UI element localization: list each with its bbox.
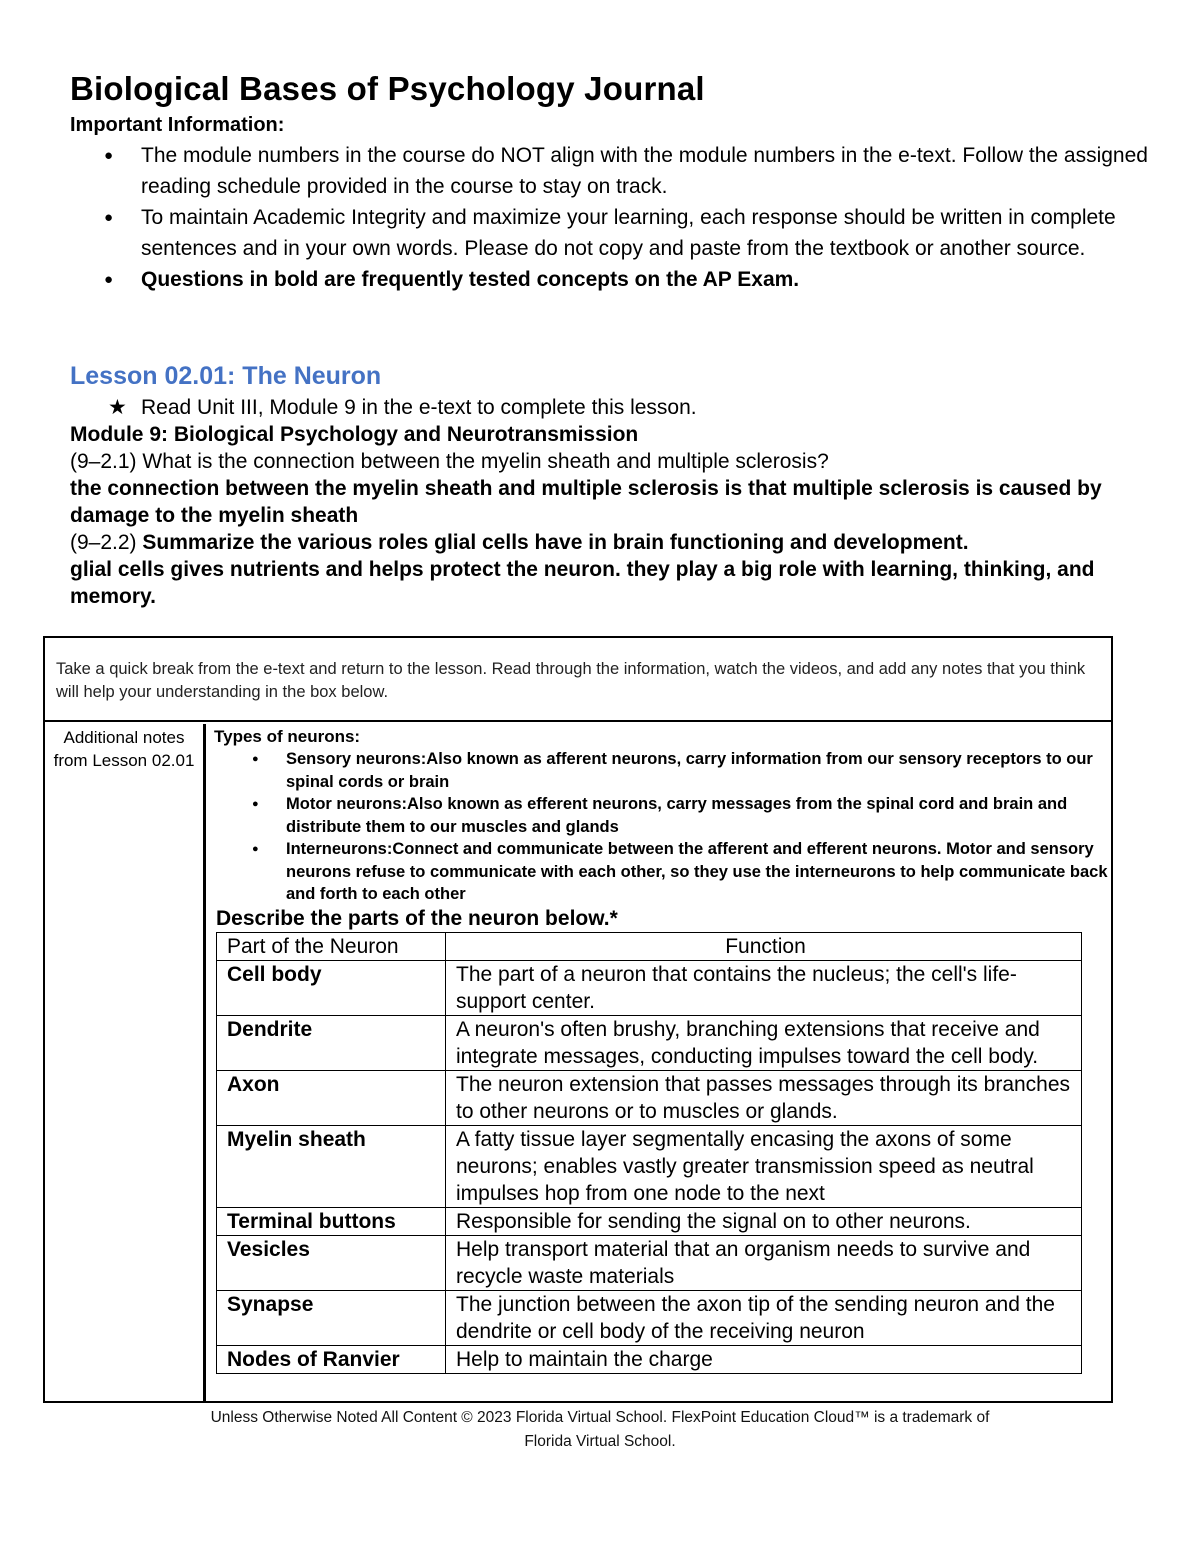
answer-9-2-2[interactable]: glial cells gives nutrients and helps protect the neuron. they play a big role with learning, thinking, and memory. [70,558,1095,608]
part-cell: Synapse [217,1290,446,1345]
part-cell: Nodes of Ranvier [217,1345,446,1373]
table-row [217,1015,1082,1070]
header-part: Part of the Neuron [217,932,446,960]
part-cell: Terminal buttons [217,1207,446,1235]
answer-9-2-1[interactable]: the connection between the myelin sheath and multiple sclerosis is that multiple sclerosis is caused by damage to the myelin sheath [70,477,1102,527]
notes-box [43,636,1113,1403]
notes-label: Additional notes from Lesson 02.01 [45,724,206,1401]
part-cell: Vesicles [217,1235,446,1290]
table-row [217,1070,1082,1125]
important-info-heading: Important Information: [70,114,285,136]
star-icon: ★ [108,396,127,419]
table-row [217,1345,1082,1373]
notes-content[interactable] [214,724,1111,1401]
copyright-footer [0,1406,1200,1454]
function-cell[interactable]: A neuron's often brushy, branching extensions that receive and integrate messages, conducting impulses toward the cell body. [446,1015,1082,1070]
part-cell: Axon [217,1070,446,1125]
notes-intro: Take a quick break from the e-text and return to the lesson. Read through the information, watch the videos, and add any notes that you think will help your understanding in the box below. [45,638,1111,722]
function-cell[interactable]: Help transport material that an organism needs to survive and recycle waste materials [446,1235,1082,1290]
reading-assignment [70,395,697,421]
footer-line-1: Unless Otherwise Noted All Content © 2023 Florida Virtual School. FlexPoint Education Cloud™ is a trademark of [210,1409,990,1426]
function-cell[interactable]: The part of a neuron that contains the nucleus; the cell's life-support center. [446,960,1082,1015]
important-info-list [70,140,1150,295]
table-row [217,960,1082,1015]
neuron-type-sensory: ● Sensory neurons:Also known as afferent neurons, carry information from our sensory receptors to our spinal cords or brain [214,748,1111,793]
info-item-module-numbers: ● The module numbers in the course do NOT align with the module numbers in the e-text. Follow the assigned reading schedule provided in the course to stay on track. [70,140,1150,202]
neuron-parts-table [216,932,1082,1374]
types-of-neurons-heading: Types of neurons: [214,727,361,746]
lesson-title: Lesson 02.01: The Neuron [70,362,382,390]
header-function: Function [446,932,1082,960]
question-9-2-2 [70,529,1140,556]
part-cell: Myelin sheath [217,1125,446,1207]
table-row [217,1125,1082,1207]
page-title: Biological Bases of Psychology Journal [70,70,705,107]
part-cell: Cell body [217,960,446,1015]
info-item-bold-questions: ● Questions in bold are frequently tested concepts on the AP Exam. [70,264,1150,295]
table-header-row [217,932,1082,960]
info-item-academic-integrity: ● To maintain Academic Integrity and maximize your learning, each response should be written in complete sentences and in your own words. Please do not copy and paste from the textbook or another source. [70,202,1150,264]
describe-parts-heading: Describe the parts of the neuron below.* [216,906,618,930]
footer-line-2: Florida Virtual School. [524,1433,676,1450]
function-cell[interactable]: A fatty tissue layer segmentally encasing the axons of some neurons; enables vastly greater transmission speed as neutral impulses hop from one node to the next [446,1125,1082,1207]
reading-assignment-text: Read Unit III, Module 9 in the e-text to complete this lesson. [141,396,697,419]
function-cell[interactable]: Responsible for sending the signal on to other neurons. [446,1207,1082,1235]
table-row [217,1290,1082,1345]
function-cell[interactable]: Help to maintain the charge [446,1345,1082,1373]
neuron-type-interneurons: ● Interneurons:Connect and communicate between the afferent and efferent neurons. Motor and sensory neurons refuse to communicate with each other, so they use the interneurons to help communicate back and forth to each other [214,838,1111,906]
table-row [217,1207,1082,1235]
module-questions [70,421,1140,610]
function-cell[interactable]: The neuron extension that passes messages through its branches to other neurons or to muscles or glands. [446,1070,1082,1125]
question-9-2-2-text: Summarize the various roles glial cells have in brain functioning and development. [142,531,969,554]
module-heading: Module 9: Biological Psychology and Neurotransmission [70,423,639,446]
function-cell[interactable]: The junction between the axon tip of the sending neuron and the dendrite or cell body of the receiving neuron [446,1290,1082,1345]
part-cell: Dendrite [217,1015,446,1070]
table-row [217,1235,1082,1290]
question-9-2-1: (9–2.1) What is the connection between the myelin sheath and multiple sclerosis? [70,450,829,473]
question-9-2-2-number: (9–2.2) [70,531,143,554]
neuron-type-motor: ● Motor neurons:Also known as efferent neurons, carry messages from the spinal cord and brain and distribute them to our muscles and glands [214,793,1111,838]
types-of-neurons-list [214,748,1111,906]
